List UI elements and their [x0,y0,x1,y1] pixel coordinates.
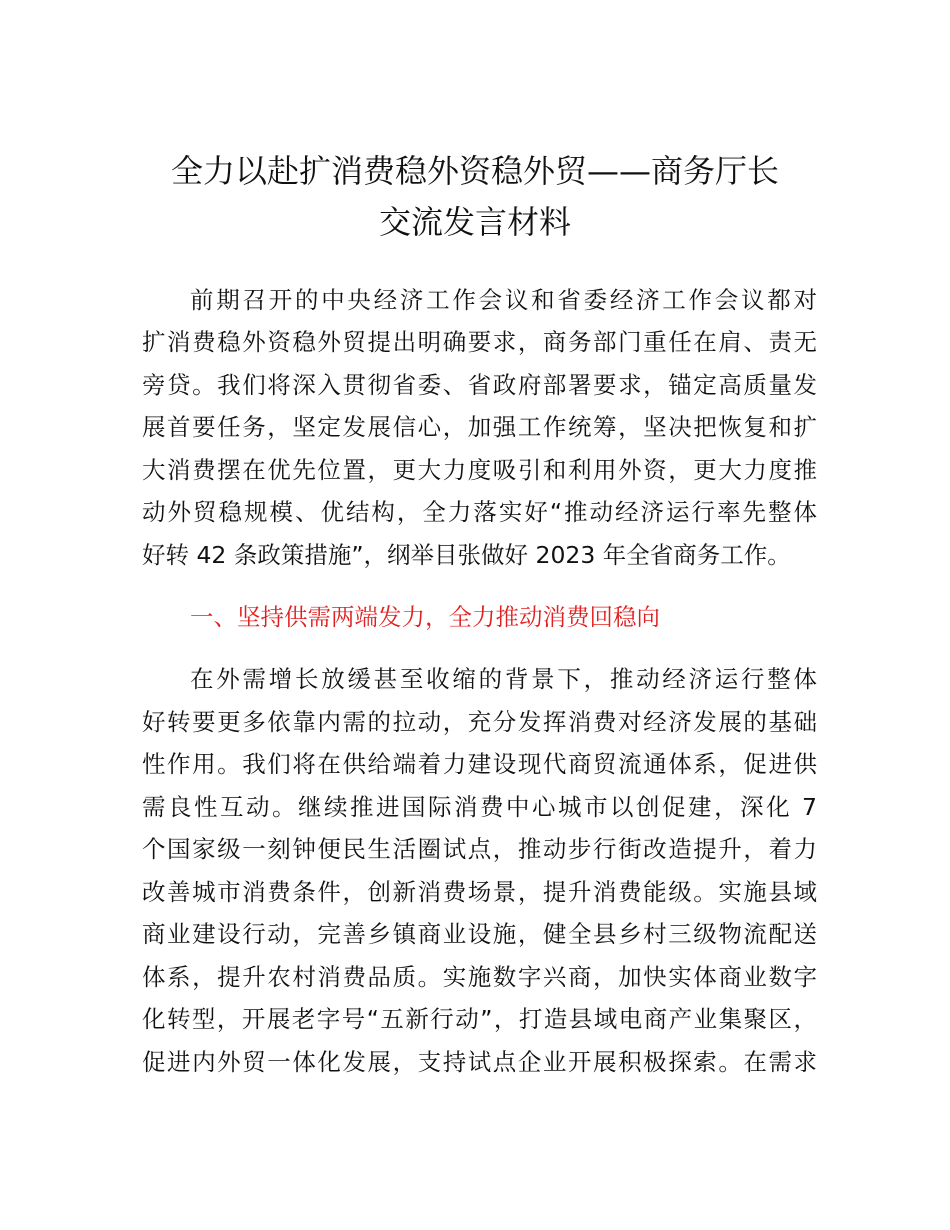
paragraph-line: 个国家级一刻钟便民生活圈试点，推动步行街改造提升，着力 [142,835,817,863]
paragraph-line: 扩消费稳外资稳外贸提出明确要求，商务部门重任在肩、责无 [142,328,817,356]
paragraph-line: 商业建设行动，完善乡镇商业设施，健全县乡村三级物流配送 [142,920,817,948]
paragraph-line: 促进内外贸一体化发展，支持试点企业开展积极探索。在需求 [142,1048,817,1076]
document-title-line-2: 交流发言材料 [378,203,571,241]
section-heading: 一、坚持供需两端发力，全力推动消费回稳向 [190,603,660,631]
paragraph-line: 好转 42 条政策措施”，纲举目张做好 2023 年全省商务工作。 [142,541,791,569]
paragraph-line: 大消费摆在优先位置，更大力度吸引和利用外资，更大力度推 [142,456,817,484]
paragraph-line: 改善城市消费条件，创新消费场景，提升消费能级。实施县域 [142,878,817,906]
paragraph-line: 在外需增长放缓甚至收缩的背景下，推动经济运行整体 [190,665,817,693]
paragraph-line: 动外贸稳规模、优结构，全力落实好“推动经济运行率先整体 [142,498,817,526]
paragraph-line: 体系，提升农村消费品质。实施数字兴商，加快实体商业数字 [142,963,817,991]
paragraph-line: 化转型，开展老字号“五新行动”，打造县域电商产业集聚区， [142,1005,817,1033]
document-title-line-1: 全力以赴扩消费稳外资稳外贸——商务厅长 [170,152,779,190]
paragraph-line: 展首要任务，坚定发展信心，加强工作统筹，坚决把恢复和扩 [142,413,817,441]
paragraph-line: 前期召开的中央经济工作会议和省委经济工作会议都对 [190,286,817,314]
paragraph-line: 性作用。我们将在供给端着力建设现代商贸流通体系，促进供 [142,750,817,778]
paragraph-line: 需良性互动。继续推进国际消费中心城市以创促建，深化 7 [142,793,817,821]
paragraph-line: 好转要更多依靠内需的拉动，充分发挥消费对经济发展的基础 [142,708,817,736]
paragraph-line: 旁贷。我们将深入贯彻省委、省政府部署要求，锚定高质量发 [142,371,817,399]
